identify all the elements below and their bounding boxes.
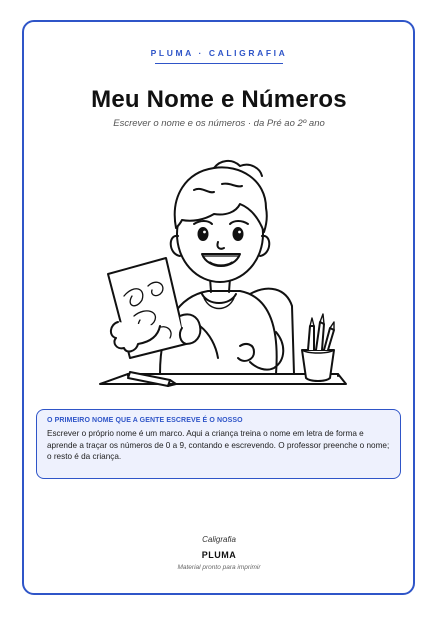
footer-brand: PLUMA — [201, 550, 237, 560]
page-title: Meu Nome e Números — [91, 86, 347, 113]
child-illustration — [90, 146, 350, 396]
chair — [250, 289, 294, 374]
brand-divider — [155, 63, 283, 64]
info-box-heading: O PRIMEIRO NOME QUE A GENTE ESCREVE É O NOSSO — [47, 417, 243, 424]
info-box — [36, 409, 401, 479]
brand-header: PLUMA · CALIGRAFIA — [150, 48, 288, 58]
pencil-cup — [302, 350, 334, 381]
footer-tagline: Material pronto para imprimir — [177, 564, 261, 571]
info-box-body: Escrever o próprio nome é um marco. Aqui a criança treina o nome em letra de forma e aprende a traçar os números de 0 a 9, contando e escrevendo. O professor preenche o nome; o resto é da criança. — [47, 429, 390, 461]
page-subtitle: Escrever o nome e os números · da Pré ao 2º ano — [113, 118, 325, 129]
right-hand — [180, 314, 200, 344]
footer-label: Caligrafia — [202, 535, 236, 544]
